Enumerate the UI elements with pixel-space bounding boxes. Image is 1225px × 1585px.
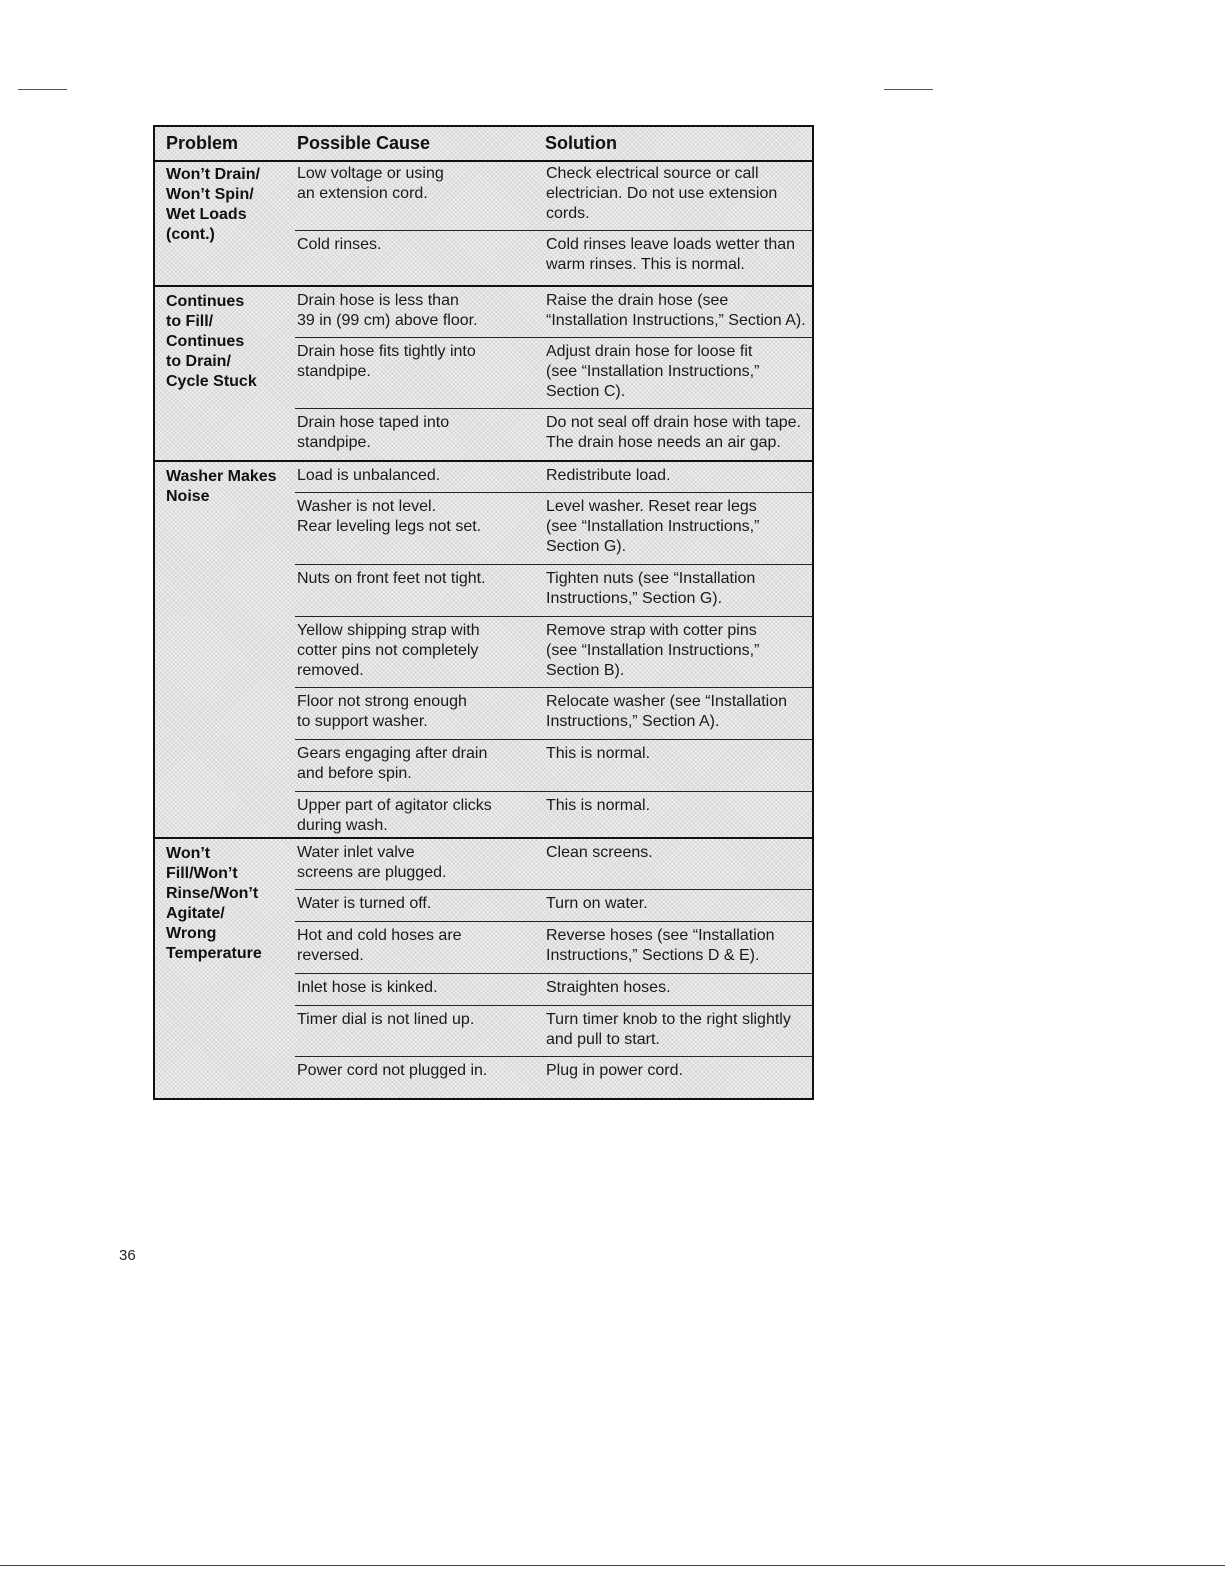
solution-line: cords. [546, 205, 590, 222]
solution-cell [546, 497, 811, 557]
cause-cell [297, 569, 537, 589]
problem-line: Won’t Spin/ [166, 186, 254, 203]
problem-line: Fill/Won’t [166, 865, 238, 882]
crop-mark-right [884, 89, 933, 90]
table-row [295, 792, 813, 837]
cause-line: screens are plugged. [297, 864, 447, 881]
cause-line: Drain hose taped into [297, 414, 450, 431]
problem-group [155, 462, 812, 839]
solution-cell [546, 235, 811, 275]
solution-line: Turn timer knob to the right slightly [546, 1011, 791, 1028]
table-row [295, 231, 813, 285]
cause-cell [297, 796, 537, 836]
table-row [295, 617, 813, 688]
cause-line: during wash. [297, 817, 388, 834]
problem-label [166, 292, 286, 392]
solution-cell [546, 291, 811, 331]
cause-line: Water inlet valve [297, 844, 415, 861]
solution-line: Redistribute load. [546, 467, 671, 484]
cause-line: reversed. [297, 947, 364, 964]
solution-line: (see “Installation Instructions,” [546, 518, 760, 535]
cause-cell [297, 692, 537, 732]
cause-line: standpipe. [297, 363, 371, 380]
cause-cell [297, 1061, 537, 1081]
solution-line: This is normal. [546, 797, 651, 814]
cause-line: Washer is not level. [297, 498, 437, 515]
cause-line: Timer dial is not lined up. [297, 1011, 475, 1028]
solution-line: Clean screens. [546, 844, 653, 861]
solution-line: Tighten nuts (see “Installation [546, 570, 756, 587]
problem-line: Wet Loads [166, 206, 247, 223]
solution-line: The drain hose needs an air gap. [546, 434, 781, 451]
table-row [295, 890, 813, 922]
problem-line: to Drain/ [166, 353, 231, 370]
cause-line: Gears engaging after drain [297, 745, 488, 762]
solution-cell [546, 342, 811, 402]
solution-line: This is normal. [546, 745, 651, 762]
table-row [295, 1006, 813, 1057]
solution-line: Do not seal off drain hose with tape. [546, 414, 801, 431]
solution-cell [546, 926, 811, 966]
bottom-rule [0, 1565, 1225, 1566]
solution-line: Reverse hoses (see “Installation [546, 927, 775, 944]
solution-line: (see “Installation Instructions,” [546, 642, 760, 659]
cause-line: cotter pins not completely [297, 642, 479, 659]
header-solution: Solution [545, 133, 617, 153]
table-row [295, 974, 813, 1006]
solution-line: Section G). [546, 538, 627, 555]
solution-cell [546, 744, 811, 764]
cause-cell [297, 291, 537, 331]
cause-cell [297, 744, 537, 784]
problem-line: Wrong [166, 925, 217, 942]
cause-cell [297, 621, 537, 681]
solution-line: “Installation Instructions,” Section A). [546, 312, 806, 329]
problem-line: (cont.) [166, 226, 215, 243]
solution-line: electrician. Do not use extension [546, 185, 778, 202]
solution-line: Raise the drain hose (see [546, 292, 729, 309]
problem-line: Won’t Drain/ [166, 166, 260, 183]
cause-line: Load is unbalanced. [297, 467, 441, 484]
cause-line: removed. [297, 662, 364, 679]
problem-line: Continues [166, 333, 245, 350]
problem-group [155, 160, 812, 287]
problem-label [166, 467, 286, 507]
cause-line: Water is turned off. [297, 895, 432, 912]
solution-line: Plug in power cord. [546, 1062, 683, 1079]
cause-line: an extension cord. [297, 185, 428, 202]
cause-cell [297, 894, 537, 914]
cause-cell [297, 843, 537, 883]
solution-line: warm rinses. This is normal. [546, 256, 745, 273]
problem-line: to Fill/ [166, 313, 214, 330]
cause-line: Yellow shipping strap with [297, 622, 480, 639]
cause-line: Floor not strong enough [297, 693, 467, 710]
problem-line: Washer Makes [166, 468, 277, 485]
solution-cell [546, 894, 811, 914]
table-row [295, 839, 813, 890]
cause-line: Hot and cold hoses are [297, 927, 462, 944]
solution-line: Adjust drain hose for loose fit [546, 343, 753, 360]
solution-cell [546, 843, 811, 863]
problem-line: Won’t [166, 845, 211, 862]
problem-label [166, 165, 286, 245]
cause-cell [297, 978, 537, 998]
solution-line: Straighten hoses. [546, 979, 671, 996]
crop-mark-left [18, 89, 67, 90]
cause-cell [297, 164, 537, 204]
page-number: 36 [119, 1247, 136, 1264]
header-possible-cause: Possible Cause [297, 133, 431, 153]
cause-cell [297, 466, 537, 486]
solution-cell [546, 978, 811, 998]
solution-line: Instructions,” Sections D & E). [546, 947, 760, 964]
solution-line: Instructions,” Section A). [546, 713, 720, 730]
cause-cell [297, 926, 537, 966]
solution-line: Turn on water. [546, 895, 648, 912]
problem-label [166, 844, 286, 964]
solution-cell [546, 1010, 811, 1050]
troubleshooting-table [153, 125, 814, 1100]
solution-line: and pull to start. [546, 1031, 660, 1048]
table-row [295, 493, 813, 565]
cause-line: Nuts on front feet not tight. [297, 570, 486, 587]
solution-cell [546, 164, 811, 224]
solution-line: Check electrical source or call [546, 165, 759, 182]
table-row [295, 409, 813, 460]
cause-cell [297, 342, 537, 382]
solution-line: Section B). [546, 662, 625, 679]
problem-line: Noise [166, 488, 210, 505]
table-row [295, 922, 813, 974]
solution-cell [546, 413, 811, 453]
cause-line: Cold rinses. [297, 236, 382, 253]
table-row [295, 462, 813, 493]
solution-line: Level washer. Reset rear legs [546, 498, 757, 515]
cause-cell [297, 1010, 537, 1030]
table-row [295, 688, 813, 740]
table-row [295, 287, 813, 338]
problem-line: Continues [166, 293, 245, 310]
table-row [295, 1057, 813, 1097]
cause-cell [297, 235, 537, 255]
table-row [295, 160, 813, 231]
solution-line: Cold rinses leave loads wetter than [546, 236, 796, 253]
solution-cell [546, 1061, 811, 1081]
solution-line: Section C). [546, 383, 626, 400]
problem-line: Rinse/Won’t [166, 885, 259, 902]
table-row [295, 740, 813, 792]
cause-line: 39 in (99 cm) above floor. [297, 312, 478, 329]
solution-line: Remove strap with cotter pins [546, 622, 757, 639]
header-problem: Problem [166, 133, 239, 153]
solution-cell [546, 796, 811, 816]
table-row [295, 338, 813, 409]
problem-group [155, 839, 812, 1098]
table-row [295, 565, 813, 617]
cause-line: Drain hose fits tightly into [297, 343, 476, 360]
solution-line: Instructions,” Section G). [546, 590, 723, 607]
solution-cell [546, 692, 811, 732]
problem-group [155, 287, 812, 462]
cause-line: Upper part of agitator clicks [297, 797, 492, 814]
cause-line: Rear leveling legs not set. [297, 518, 482, 535]
problem-line: Agitate/ [166, 905, 225, 922]
cause-line: Low voltage or using [297, 165, 444, 182]
solution-cell [546, 466, 811, 486]
cause-line: Drain hose is less than [297, 292, 459, 309]
table-header-row [155, 127, 812, 162]
cause-line: to support washer. [297, 713, 428, 730]
solution-cell [546, 569, 811, 609]
cause-cell [297, 497, 537, 537]
cause-line: Power cord not plugged in. [297, 1062, 488, 1079]
cause-line: Inlet hose is kinked. [297, 979, 438, 996]
cause-line: standpipe. [297, 434, 371, 451]
cause-cell [297, 413, 537, 453]
cause-line: and before spin. [297, 765, 412, 782]
solution-line: (see “Installation Instructions,” [546, 363, 760, 380]
problem-line: Cycle Stuck [166, 373, 257, 390]
solution-line: Relocate washer (see “Installation [546, 693, 788, 710]
solution-cell [546, 621, 811, 681]
problem-line: Temperature [166, 945, 262, 962]
